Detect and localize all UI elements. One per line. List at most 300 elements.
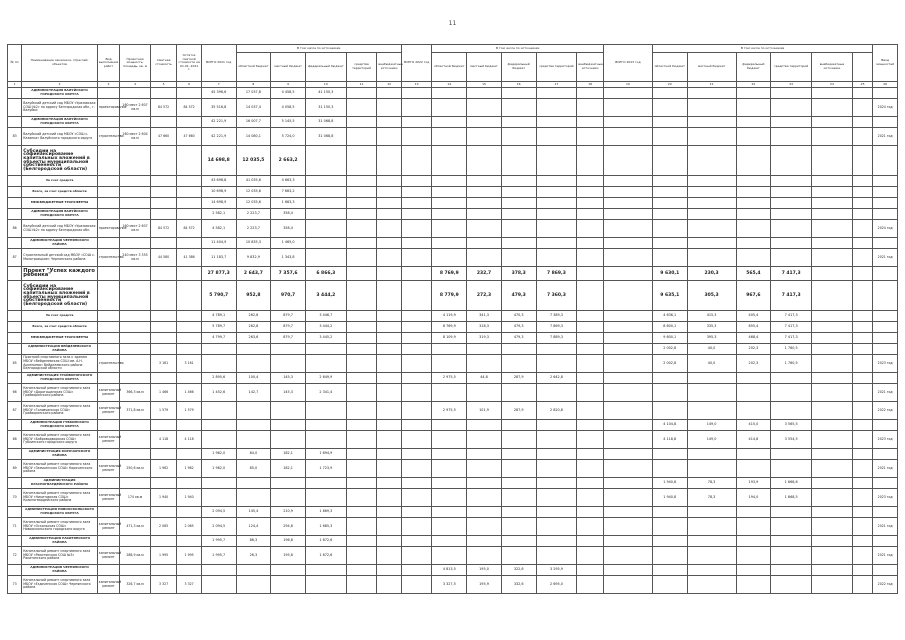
capacity bbox=[120, 209, 151, 220]
amount-cell bbox=[577, 209, 604, 220]
section-row bbox=[8, 88, 898, 99]
remaining-cost bbox=[177, 146, 201, 176]
capacity: 160 мест 2 607 кв.м bbox=[120, 99, 151, 117]
table-row bbox=[8, 489, 898, 507]
work-kind bbox=[97, 176, 119, 187]
amount-cell bbox=[346, 146, 377, 176]
src-territories-2023: средства территорий bbox=[771, 53, 812, 82]
estimated-cost: 1 579 bbox=[150, 402, 177, 420]
column-number: 15 bbox=[467, 82, 502, 88]
amount-cell bbox=[577, 176, 604, 187]
amount-cell bbox=[346, 420, 377, 431]
row-number: 66 bbox=[8, 384, 22, 402]
amount-cell bbox=[401, 311, 432, 322]
amount-cell bbox=[812, 267, 853, 281]
amount-cell bbox=[536, 355, 577, 373]
amount-cell bbox=[536, 489, 577, 507]
amount-cell: 14 698,8 bbox=[201, 146, 236, 176]
amount-cell bbox=[467, 507, 502, 518]
capacity bbox=[120, 176, 151, 187]
amount-cell bbox=[603, 489, 652, 507]
src-regional-2022: областной бюджет bbox=[432, 53, 467, 82]
amount-cell bbox=[467, 128, 502, 146]
work-kind: капитальный ремонт bbox=[97, 384, 119, 402]
amount-cell bbox=[577, 489, 604, 507]
amount-cell bbox=[377, 489, 402, 507]
amount-cell bbox=[377, 99, 402, 117]
amount-cell: 4 119,9 bbox=[432, 311, 467, 322]
amount-cell bbox=[852, 128, 872, 146]
column-number: 1 bbox=[8, 82, 22, 88]
estimated-cost bbox=[150, 565, 177, 576]
amount-cell bbox=[377, 384, 402, 402]
amount-cell: 40,0 bbox=[687, 344, 736, 355]
object-name: Капитальный ремонт спортивного зала МБОУ «Дорогощанская СОШ» Грайворонского района bbox=[22, 384, 98, 402]
amount-cell bbox=[736, 576, 771, 594]
amount-cell bbox=[852, 249, 872, 267]
amount-cell bbox=[852, 536, 872, 547]
object-name: АДМИНИСТРАЦИЯ ЧЕРНЯНСКОГО РАЙОНА bbox=[22, 565, 98, 576]
amount-cell: 85,0 bbox=[236, 460, 271, 478]
amount-cell bbox=[687, 99, 736, 117]
amount-cell bbox=[305, 176, 346, 187]
amount-cell: 479,3 bbox=[501, 281, 536, 311]
amount-cell bbox=[271, 565, 306, 576]
amount-cell bbox=[432, 187, 467, 198]
amount-cell bbox=[271, 576, 306, 594]
amount-cell bbox=[346, 117, 377, 128]
amount-cell bbox=[236, 565, 271, 576]
amount-cell: 10 698,9 bbox=[201, 187, 236, 198]
amount-cell bbox=[577, 355, 604, 373]
amount-cell: 4 663,3 bbox=[271, 176, 306, 187]
amount-cell: 4 799,7 bbox=[201, 333, 236, 344]
amount-cell bbox=[346, 333, 377, 344]
amount-cell bbox=[501, 88, 536, 99]
object-name: Капитальный ремонт спортивного зала МБОУ «Головчинская СОШ» Грайворонского района bbox=[22, 402, 98, 420]
estimated-cost bbox=[150, 373, 177, 384]
amount-cell bbox=[852, 478, 872, 489]
amount-cell bbox=[812, 176, 853, 187]
row-number bbox=[8, 209, 22, 220]
amount-cell bbox=[771, 187, 812, 198]
amount-cell: 7 389,3 bbox=[536, 311, 577, 322]
amount-cell bbox=[401, 518, 432, 536]
table-row bbox=[8, 99, 898, 117]
capacity bbox=[120, 333, 151, 344]
amount-cell bbox=[771, 576, 812, 594]
amount-cell: 1 669,3 bbox=[305, 507, 346, 518]
amount-cell: 7 417,3 bbox=[771, 267, 812, 281]
work-kind: капитальный ремонт bbox=[97, 576, 119, 594]
amount-cell bbox=[577, 281, 604, 311]
amount-cell bbox=[652, 176, 687, 187]
amount-cell bbox=[305, 355, 346, 373]
amount-cell bbox=[501, 176, 536, 187]
section-row bbox=[8, 311, 898, 322]
remaining-cost: 1 940 bbox=[177, 489, 201, 507]
amount-cell bbox=[687, 449, 736, 460]
amount-cell: 479,3 bbox=[501, 333, 536, 344]
amount-cell bbox=[377, 311, 402, 322]
amount-cell bbox=[852, 355, 872, 373]
remaining-cost bbox=[177, 344, 201, 355]
estimated-cost bbox=[150, 209, 177, 220]
work-kind: капитальный ремонт bbox=[97, 518, 119, 536]
amount-cell bbox=[346, 311, 377, 322]
amount-cell: 3 295,9 bbox=[536, 565, 577, 576]
amount-cell: 1 760,5 bbox=[771, 344, 812, 355]
amount-cell bbox=[501, 198, 536, 209]
amount-cell bbox=[771, 373, 812, 384]
amount-cell: 12 035,6 bbox=[236, 187, 271, 198]
amount-cell bbox=[501, 384, 536, 402]
amount-cell bbox=[346, 128, 377, 146]
estimated-cost bbox=[150, 322, 177, 333]
object-name: АДМИНИСТРАЦИЯ ВАЛУЙСКОГО ГОРОДСКОГО ОКРУГА bbox=[22, 117, 98, 128]
amount-cell bbox=[603, 117, 652, 128]
amount-cell bbox=[852, 373, 872, 384]
amount-cell: 86,3 bbox=[236, 536, 271, 547]
amount-cell bbox=[305, 565, 346, 576]
amount-cell bbox=[812, 355, 853, 373]
amount-cell: 3 327,5 bbox=[432, 576, 467, 594]
amount-cell bbox=[346, 576, 377, 594]
amount-cell: 468,4 bbox=[736, 333, 771, 344]
amount-cell bbox=[812, 311, 853, 322]
commissioning-year bbox=[873, 373, 898, 384]
amount-cell bbox=[401, 565, 432, 576]
amount-cell bbox=[812, 117, 853, 128]
amount-cell bbox=[736, 384, 771, 402]
amount-cell bbox=[377, 238, 402, 249]
amount-cell bbox=[467, 489, 502, 507]
amount-cell bbox=[536, 220, 577, 238]
amount-cell bbox=[377, 267, 402, 281]
capacity bbox=[120, 311, 151, 322]
amount-cell: 9 635,1 bbox=[652, 281, 687, 311]
work-kind bbox=[97, 536, 119, 547]
commissioning-year bbox=[873, 344, 898, 355]
amount-cell bbox=[401, 187, 432, 198]
section-row bbox=[8, 322, 898, 333]
amount-cell bbox=[432, 431, 467, 449]
amount-cell bbox=[577, 220, 604, 238]
amount-cell bbox=[652, 536, 687, 547]
row-number: 67 bbox=[8, 402, 22, 420]
amount-cell: 9 600,1 bbox=[652, 333, 687, 344]
amount-cell bbox=[577, 373, 604, 384]
amount-cell bbox=[852, 88, 872, 99]
column-number: 13 bbox=[401, 82, 432, 88]
amount-cell: 210,9 bbox=[271, 507, 306, 518]
amount-cell bbox=[603, 198, 652, 209]
amount-cell bbox=[467, 220, 502, 238]
remaining-cost: 41 386 bbox=[177, 249, 201, 267]
work-kind: капитальный ремонт bbox=[97, 431, 119, 449]
remaining-cost: 84 572 bbox=[177, 99, 201, 117]
amount-cell: 16 007,7 bbox=[236, 117, 271, 128]
capacity bbox=[120, 507, 151, 518]
amount-cell bbox=[852, 460, 872, 478]
amount-cell bbox=[687, 576, 736, 594]
estimated-cost: 3 161 bbox=[150, 355, 177, 373]
column-number: 16 bbox=[501, 82, 536, 88]
estimated-cost: 44 580 bbox=[150, 249, 177, 267]
row-number bbox=[8, 565, 22, 576]
amount-cell bbox=[687, 238, 736, 249]
amount-cell bbox=[467, 460, 502, 478]
amount-cell: 7 663,2 bbox=[271, 187, 306, 198]
section-row bbox=[8, 117, 898, 128]
col-total-2021: ВСЕГО 2021 год bbox=[201, 45, 236, 82]
amount-cell bbox=[687, 176, 736, 187]
column-number: 25 bbox=[852, 82, 872, 88]
amount-cell bbox=[812, 431, 853, 449]
amount-cell bbox=[377, 187, 402, 198]
amount-cell bbox=[603, 536, 652, 547]
commissioning-year bbox=[873, 209, 898, 220]
amount-cell: 2 975,5 bbox=[432, 402, 467, 420]
amount-cell bbox=[687, 547, 736, 565]
amount-cell bbox=[577, 99, 604, 117]
amount-cell bbox=[652, 117, 687, 128]
object-name: АДМИНИСТРАЦИЯ РАКИТЯНСКОГО РАЙОНА bbox=[22, 536, 98, 547]
amount-cell bbox=[852, 449, 872, 460]
amount-cell: 7 869,3 bbox=[536, 322, 577, 333]
amount-cell: 319,3 bbox=[467, 333, 502, 344]
amount-cell: 7 417,3 bbox=[771, 311, 812, 322]
amount-cell bbox=[852, 187, 872, 198]
amount-cell bbox=[401, 249, 432, 267]
amount-cell bbox=[432, 507, 467, 518]
amount-cell bbox=[377, 478, 402, 489]
object-name: Капитальный ремонт спортивного зала МБОУ «Оскольская СОШ» Новооскольского городского округа bbox=[22, 518, 98, 536]
amount-cell: 42 221,9 bbox=[201, 117, 236, 128]
amount-cell bbox=[812, 478, 853, 489]
amount-cell bbox=[736, 99, 771, 117]
amount-cell bbox=[401, 322, 432, 333]
work-kind: проектирование bbox=[97, 99, 119, 117]
amount-cell bbox=[536, 507, 577, 518]
amount-cell bbox=[852, 489, 872, 507]
amount-cell bbox=[346, 384, 377, 402]
amount-cell: 1 465,0 bbox=[271, 238, 306, 249]
amount-cell bbox=[577, 267, 604, 281]
amount-cell bbox=[603, 322, 652, 333]
amount-cell: 2 663,2 bbox=[271, 146, 306, 176]
section-row bbox=[8, 176, 898, 187]
amount-cell bbox=[432, 128, 467, 146]
amount-cell bbox=[603, 238, 652, 249]
amount-cell bbox=[377, 420, 402, 431]
amount-cell: 3 565,5 bbox=[771, 420, 812, 431]
amount-cell bbox=[346, 209, 377, 220]
capacity bbox=[120, 117, 151, 128]
remaining-cost: 1 579 bbox=[177, 402, 201, 420]
amount-cell bbox=[812, 238, 853, 249]
object-name: МЕЖБЮДЖЕТНЫЕ ТРАНСФЕРТЫ bbox=[22, 333, 98, 344]
commissioning-year bbox=[873, 281, 898, 311]
amount-cell bbox=[467, 384, 502, 402]
amount-cell bbox=[812, 373, 853, 384]
amount-cell bbox=[401, 267, 432, 281]
work-kind bbox=[97, 209, 119, 220]
object-name: Капитальный ремонт спортивного зала МБОУ «Никитовская СОШ» Красногвардейского района bbox=[22, 489, 98, 507]
amount-cell: 149,0 bbox=[687, 420, 736, 431]
remaining-cost bbox=[177, 449, 201, 460]
remaining-cost: 3 327 bbox=[177, 576, 201, 594]
amount-cell bbox=[536, 478, 577, 489]
capacity bbox=[120, 431, 151, 449]
amount-cell: 2 643,7 bbox=[236, 267, 271, 281]
object-name: АДМИНИСТРАЦИЯ ЧЕРНЯНСКОГО РАЙОНА bbox=[22, 238, 98, 249]
estimated-cost bbox=[150, 267, 177, 281]
estimated-cost: 3 327 bbox=[150, 576, 177, 594]
amount-cell bbox=[771, 384, 812, 402]
amount-cell bbox=[536, 449, 577, 460]
amount-cell bbox=[236, 355, 271, 373]
row-number bbox=[8, 238, 22, 249]
amount-cell bbox=[432, 88, 467, 99]
section-row bbox=[8, 507, 898, 518]
amount-cell: 1 663,3 bbox=[271, 198, 306, 209]
amount-cell bbox=[736, 220, 771, 238]
amount-cell bbox=[577, 344, 604, 355]
amount-cell bbox=[346, 402, 377, 420]
amount-cell bbox=[812, 187, 853, 198]
amount-cell bbox=[652, 518, 687, 536]
work-kind bbox=[97, 478, 119, 489]
column-number: 3 bbox=[97, 82, 119, 88]
amount-cell bbox=[812, 249, 853, 267]
amount-cell bbox=[603, 249, 652, 267]
amount-cell bbox=[771, 402, 812, 420]
capacity bbox=[120, 238, 151, 249]
amount-cell bbox=[812, 384, 853, 402]
column-number: 17 bbox=[536, 82, 577, 88]
amount-cell bbox=[377, 209, 402, 220]
row-number bbox=[8, 99, 22, 117]
remaining-cost bbox=[177, 176, 201, 187]
col-name: Наименование заказчика, отраслей, объектов bbox=[22, 45, 98, 82]
amount-cell bbox=[812, 88, 853, 99]
amount-cell bbox=[467, 187, 502, 198]
amount-cell: 195,8 bbox=[271, 547, 306, 565]
estimated-cost bbox=[150, 311, 177, 322]
amount-cell bbox=[812, 449, 853, 460]
amount-cell bbox=[603, 88, 652, 99]
estimated-cost bbox=[150, 449, 177, 460]
amount-cell bbox=[687, 565, 736, 576]
capacity: 240 мест 3 355 кв.м bbox=[120, 249, 151, 267]
amount-cell bbox=[401, 88, 432, 99]
amount-cell bbox=[305, 489, 346, 507]
amount-cell bbox=[201, 344, 236, 355]
remaining-cost bbox=[177, 507, 201, 518]
amount-cell bbox=[346, 267, 377, 281]
amount-cell bbox=[536, 117, 577, 128]
row-number: 73 bbox=[8, 576, 22, 594]
amount-cell bbox=[852, 384, 872, 402]
amount-cell bbox=[536, 198, 577, 209]
work-kind bbox=[97, 333, 119, 344]
commissioning-year: 2021 год bbox=[873, 518, 898, 536]
project-row bbox=[8, 267, 898, 281]
estimated-cost bbox=[150, 117, 177, 128]
object-name: АДМИНИСТРАЦИЯ ВЕЙДЕЛЕВСКОГО РАЙОНА bbox=[22, 344, 98, 355]
column-number: 19 bbox=[603, 82, 652, 88]
amount-cell bbox=[346, 322, 377, 333]
amount-cell bbox=[236, 420, 271, 431]
col-no: № пп bbox=[8, 45, 22, 82]
amount-cell bbox=[536, 146, 577, 176]
amount-cell: 970,7 bbox=[271, 281, 306, 311]
work-kind bbox=[97, 198, 119, 209]
column-number: 21 bbox=[687, 82, 736, 88]
amount-cell: 11 404,9 bbox=[201, 238, 236, 249]
amount-cell bbox=[346, 198, 377, 209]
amount-cell: 879,7 bbox=[271, 333, 306, 344]
estimated-cost: 1 962 bbox=[150, 460, 177, 478]
object-name: АДМИНИСТРАЦИЯ ВАЛУЙСКОГО ГОРОДСКОГО ОКРУГА bbox=[22, 209, 98, 220]
amount-cell bbox=[577, 431, 604, 449]
work-kind bbox=[97, 88, 119, 99]
amount-cell bbox=[401, 344, 432, 355]
amount-cell bbox=[812, 220, 853, 238]
amount-cell bbox=[467, 547, 502, 565]
amount-cell bbox=[652, 99, 687, 117]
amount-cell bbox=[736, 238, 771, 249]
remaining-cost: 3 161 bbox=[177, 355, 201, 373]
amount-cell bbox=[346, 518, 377, 536]
column-number: 2 bbox=[22, 82, 98, 88]
object-name: АДМИНИСТРАЦИЯ КОРОЧАНСКОГО РАЙОНА bbox=[22, 449, 98, 460]
row-number bbox=[8, 322, 22, 333]
amount-cell bbox=[346, 249, 377, 267]
amount-cell bbox=[736, 198, 771, 209]
amount-cell bbox=[687, 402, 736, 420]
amount-cell bbox=[401, 373, 432, 384]
amount-cell bbox=[687, 209, 736, 220]
remaining-cost bbox=[177, 536, 201, 547]
amount-cell bbox=[467, 198, 502, 209]
amount-cell bbox=[467, 431, 502, 449]
remaining-cost bbox=[177, 187, 201, 198]
amount-cell bbox=[577, 128, 604, 146]
object-name: АДМИНИСТРАЦИЯ КРАСНОГВАРДЕЙСКОГО РАЙОНА bbox=[22, 478, 98, 489]
amount-cell bbox=[236, 402, 271, 420]
amount-cell bbox=[501, 507, 536, 518]
amount-cell: 12 035,6 bbox=[236, 198, 271, 209]
amount-cell bbox=[536, 518, 577, 536]
amount-cell bbox=[603, 281, 652, 311]
commissioning-year bbox=[873, 146, 898, 176]
remaining-cost bbox=[177, 478, 201, 489]
amount-cell bbox=[812, 576, 853, 594]
amount-cell: 14 080,1 bbox=[236, 128, 271, 146]
amount-cell bbox=[812, 333, 853, 344]
col-total-2023: ВСЕГО 2023 год bbox=[603, 45, 652, 82]
capacity bbox=[120, 355, 151, 373]
amount-cell: 78,3 bbox=[687, 489, 736, 507]
amount-cell: 287,9 bbox=[501, 373, 536, 384]
amount-cell bbox=[432, 478, 467, 489]
amount-cell bbox=[501, 518, 536, 536]
amount-cell bbox=[652, 402, 687, 420]
section-row bbox=[8, 449, 898, 460]
estimated-cost: 1 466 bbox=[150, 384, 177, 402]
